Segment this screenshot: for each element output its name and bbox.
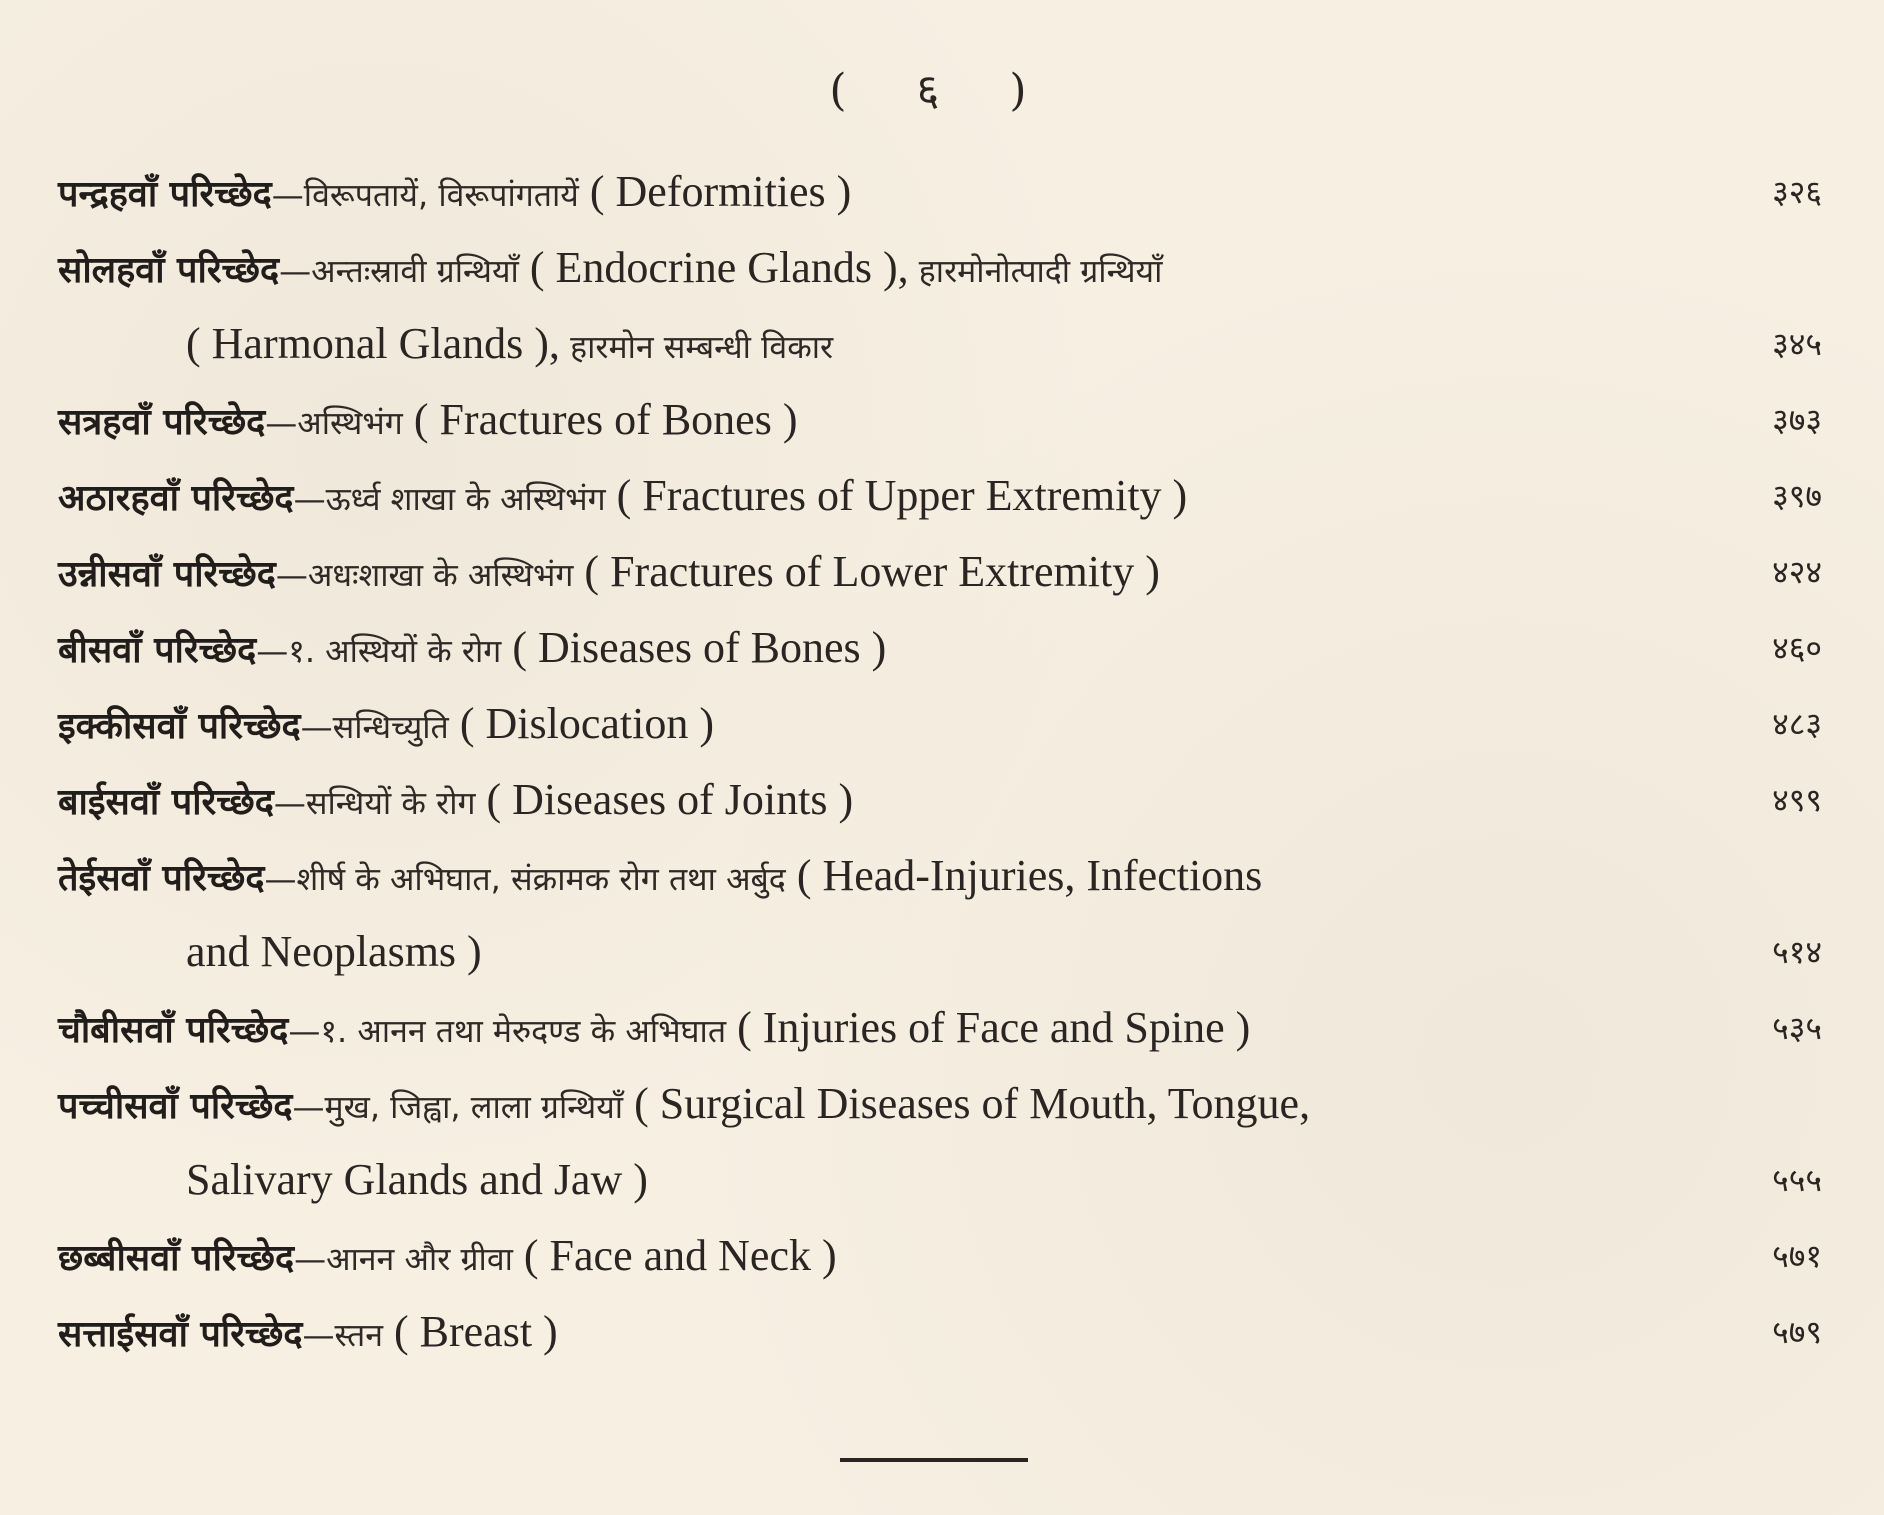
chapter-title-english: ( Head-Injuries, Infections bbox=[785, 851, 1263, 900]
chapter-title-english: ( Endocrine Glands ), bbox=[518, 243, 909, 292]
page-reference: ३४५ bbox=[1772, 325, 1822, 363]
page-reference: ४८३ bbox=[1772, 705, 1822, 743]
chapter-title-hindi: —१. अस्थियों के रोग bbox=[256, 632, 502, 670]
page-number: ( ६ ) bbox=[829, 65, 1055, 116]
toc-entry bbox=[58, 382, 1828, 458]
toc-entry-line bbox=[58, 1142, 1828, 1218]
toc-entry bbox=[58, 458, 1828, 534]
chapter-heading: सत्रहवाँ परिच्छेद bbox=[58, 402, 266, 443]
chapter-title-hindi: —सन्धिच्युति bbox=[300, 708, 449, 746]
toc-entry-line bbox=[58, 458, 1828, 534]
chapter-heading: छब्बीसवाँ परिच्छेद bbox=[58, 1238, 295, 1279]
chapter-title-hindi: —अस्थिभंग bbox=[265, 404, 403, 442]
toc-entry bbox=[58, 838, 1828, 990]
chapter-heading: चौबीसवाँ परिच्छेद bbox=[58, 1010, 289, 1051]
page-reference: ३७३ bbox=[1772, 401, 1822, 439]
chapter-heading: अठारहवाँ परिच्छेद bbox=[58, 478, 294, 519]
chapter-title-english: ( Fractures of Lower Extremity ) bbox=[573, 547, 1160, 596]
toc-entry bbox=[58, 990, 1828, 1066]
chapter-title-english: and Neoplasms ) bbox=[186, 927, 482, 976]
toc-entry bbox=[58, 762, 1828, 838]
page-reference: ५५५ bbox=[1772, 1161, 1822, 1199]
toc-entry-line bbox=[58, 1066, 1828, 1142]
chapter-title-hindi: —अधःशाखा के अस्थिभंग bbox=[275, 556, 574, 594]
chapter-title-hindi: —अन्तःस्रावी ग्रन्थियाँ bbox=[279, 252, 519, 290]
chapter-heading: सत्ताईसवाँ परिच्छेद bbox=[58, 1314, 303, 1355]
toc-entry-line bbox=[58, 914, 1828, 990]
chapter-heading: इक्कीसवाँ परिच्छेद bbox=[58, 706, 301, 747]
page-reference: ३२६ bbox=[1772, 173, 1822, 211]
chapter-heading: बीसवाँ परिच्छेद bbox=[58, 630, 257, 671]
toc-entry-line bbox=[58, 1294, 1828, 1370]
chapter-heading: पन्द्रहवाँ परिच्छेद bbox=[58, 174, 272, 215]
chapter-title-hindi-continued: हारमोनोत्पादी ग्रन्थियाँ bbox=[908, 252, 1163, 290]
chapter-title-english: ( Dislocation ) bbox=[448, 699, 714, 748]
chapter-title-english: Salivary Glands and Jaw ) bbox=[186, 1155, 648, 1204]
toc-entry-line bbox=[58, 154, 1828, 230]
chapter-title-hindi: —विरूपतायें, विरूपांगतायें bbox=[271, 176, 579, 214]
chapter-title-hindi: —आनन और ग्रीवा bbox=[294, 1240, 513, 1278]
chapter-heading: तेईसवाँ परिच्छेद bbox=[58, 858, 265, 899]
toc-entry bbox=[58, 154, 1828, 230]
chapter-title-hindi-continued: हारमोन सम्बन्धी विकार bbox=[559, 328, 834, 366]
chapter-title-hindi: —शीर्ष के अभिघात, संक्रामक रोग तथा अर्बुद bbox=[264, 860, 786, 898]
page-reference: ५७९ bbox=[1772, 1313, 1822, 1351]
toc-entry bbox=[58, 1066, 1828, 1218]
toc-entry bbox=[58, 534, 1828, 610]
toc-entry bbox=[58, 610, 1828, 686]
toc-entry-line bbox=[58, 306, 1828, 382]
page-reference: ५७१ bbox=[1772, 1237, 1822, 1275]
chapter-title-english: ( Injuries of Face and Spine ) bbox=[726, 1003, 1251, 1052]
chapter-heading: पच्चीसवाँ परिच्छेद bbox=[58, 1086, 293, 1127]
chapter-title-english: ( Breast ) bbox=[382, 1307, 558, 1356]
toc-entry-line bbox=[58, 382, 1828, 458]
chapter-title-english: ( Diseases of Bones ) bbox=[501, 623, 887, 672]
chapter-title-english: ( Face and Neck ) bbox=[512, 1231, 837, 1280]
toc-entry bbox=[58, 1294, 1828, 1370]
page-reference: ५३५ bbox=[1772, 1009, 1822, 1047]
toc-entry-line bbox=[58, 762, 1828, 838]
toc-entry-line bbox=[58, 610, 1828, 686]
chapter-title-hindi: —स्तन bbox=[302, 1316, 383, 1354]
chapter-title-english: ( Diseases of Joints ) bbox=[475, 775, 854, 824]
chapter-title-english: ( Surgical Diseases of Mouth, Tongue, bbox=[623, 1079, 1311, 1128]
toc-entry-line bbox=[58, 230, 1828, 306]
page-reference: ४९९ bbox=[1772, 781, 1822, 819]
toc-entry-line bbox=[58, 990, 1828, 1066]
chapter-heading: सोलहवाँ परिच्छेद bbox=[58, 250, 280, 291]
page-reference: ३९७ bbox=[1772, 477, 1822, 515]
chapter-title-hindi: —सन्धियों के रोग bbox=[273, 784, 476, 822]
page-reference: ४२४ bbox=[1772, 553, 1822, 591]
chapter-title-hindi: —मुख, जिह्वा, लाला ग्रन्थियाँ bbox=[292, 1088, 624, 1126]
chapter-title-english: ( Harmonal Glands ), bbox=[186, 319, 560, 368]
toc-entry-line bbox=[58, 838, 1828, 914]
toc-entry bbox=[58, 1218, 1828, 1294]
end-rule bbox=[840, 1458, 1028, 1462]
page-reference: ४६० bbox=[1772, 629, 1822, 667]
chapter-heading: उन्नीसवाँ परिच्छेद bbox=[58, 554, 276, 595]
toc-entry-line bbox=[58, 534, 1828, 610]
toc-entry bbox=[58, 686, 1828, 762]
toc-entry bbox=[58, 230, 1828, 382]
chapter-heading: बाईसवाँ परिच्छेद bbox=[58, 782, 274, 823]
chapter-title-hindi: —ऊर्ध्व शाखा के अस्थिभंग bbox=[293, 480, 606, 518]
chapter-title-english: ( Fractures of Upper Extremity ) bbox=[605, 471, 1188, 520]
chapter-title-english: ( Fractures of Bones ) bbox=[402, 395, 798, 444]
page-reference: ५१४ bbox=[1772, 933, 1822, 971]
chapter-title-english: ( Deformities ) bbox=[578, 167, 852, 216]
chapter-title-hindi: —१. आनन तथा मेरुदण्ड के अभिघात bbox=[288, 1012, 727, 1050]
toc-entry-line bbox=[58, 1218, 1828, 1294]
toc-entry-line bbox=[58, 686, 1828, 762]
